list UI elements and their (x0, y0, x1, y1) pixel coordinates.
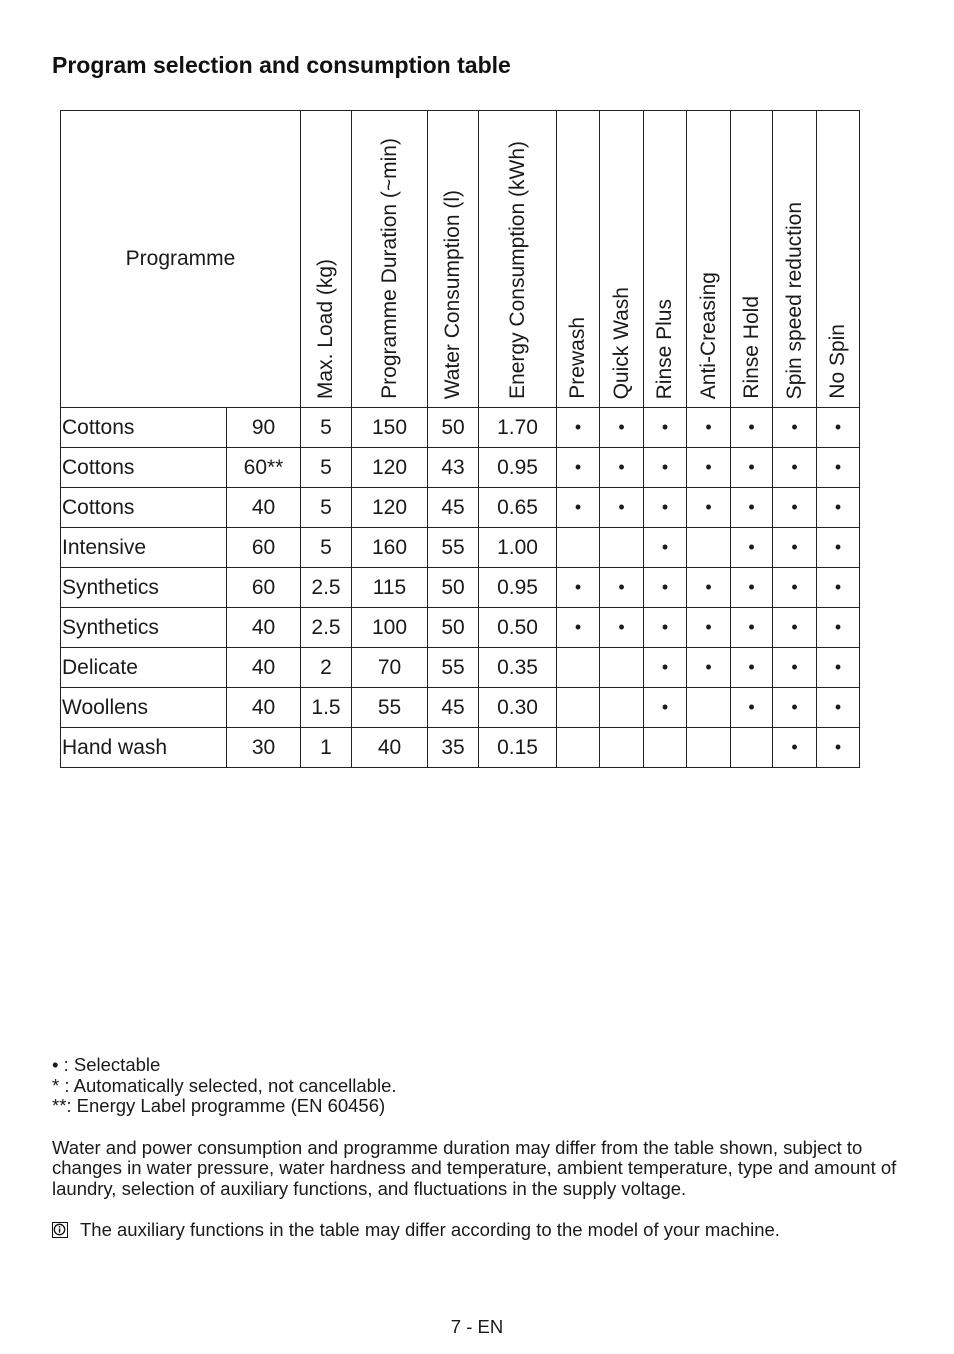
cell-energy: 0.30 (479, 688, 557, 728)
cell-quick-wash: • (600, 488, 644, 528)
cell-energy: 1.70 (479, 408, 557, 448)
table-row (61, 608, 860, 648)
cell-duration: 120 (352, 488, 428, 528)
cell-rinse-hold: • (731, 608, 773, 648)
cell-quick-wash (600, 528, 644, 568)
cell-duration: 100 (352, 608, 428, 648)
cell-energy: 0.35 (479, 648, 557, 688)
cell-programme-name: Delicate (61, 648, 227, 688)
cell-water: 45 (428, 688, 479, 728)
table-row (61, 648, 860, 688)
cell-anti-creasing (687, 528, 731, 568)
legend-auto-selected: * : Automatically selected, not cancellable. (52, 1074, 397, 1096)
cell-temperature: 60 (227, 528, 301, 568)
header-rinse-plus-label: Rinse Plus (653, 298, 676, 399)
cell-rinse-plus: • (644, 688, 687, 728)
cell-programme-name: Cottons (61, 408, 227, 448)
table-row (61, 728, 860, 768)
cell-anti-creasing: • (687, 648, 731, 688)
cell-rinse-hold: • (731, 408, 773, 448)
header-max-load-label: Max. Load (kg) (314, 258, 337, 399)
info-note (52, 1220, 912, 1241)
cell-rinse-hold: • (731, 568, 773, 608)
disclaimer-text: Water and power consumption and programme duration may differ from the table shown, subject to changes in water pressure, water hardness and temperature, ambient temperature, type and amount of laundry, selection of auxiliary functions, and fluctuations in the supply voltage. (52, 1136, 897, 1199)
cell-max-load: 5 (301, 488, 352, 528)
cell-rinse-plus: • (644, 648, 687, 688)
info-icon (52, 1222, 68, 1238)
table-row (61, 488, 860, 528)
table-body (61, 408, 860, 768)
cell-rinse-plus (644, 728, 687, 768)
cell-spin-speed-reduction: • (773, 728, 817, 768)
cell-anti-creasing: • (687, 568, 731, 608)
cell-rinse-hold: • (731, 488, 773, 528)
cell-quick-wash: • (600, 408, 644, 448)
table-row (61, 688, 860, 728)
header-water (428, 111, 479, 408)
cell-prewash (557, 688, 600, 728)
header-energy (479, 111, 557, 408)
cell-programme-name: Intensive (61, 528, 227, 568)
cell-anti-creasing: • (687, 408, 731, 448)
cell-prewash (557, 648, 600, 688)
cell-duration: 160 (352, 528, 428, 568)
cell-programme-name: Cottons (61, 488, 227, 528)
cell-quick-wash (600, 688, 644, 728)
cell-temperature: 40 (227, 608, 301, 648)
cell-programme-name: Cottons (61, 448, 227, 488)
header-no-spin (817, 111, 860, 408)
cell-quick-wash (600, 648, 644, 688)
cell-max-load: 2.5 (301, 568, 352, 608)
cell-rinse-plus: • (644, 608, 687, 648)
cell-duration: 40 (352, 728, 428, 768)
cell-temperature: 90 (227, 408, 301, 448)
cell-prewash: • (557, 448, 600, 488)
cell-water: 43 (428, 448, 479, 488)
cell-no-spin: • (817, 488, 860, 528)
cell-rinse-hold (731, 728, 773, 768)
cell-no-spin: • (817, 688, 860, 728)
cell-quick-wash: • (600, 608, 644, 648)
cell-quick-wash: • (600, 568, 644, 608)
cell-prewash (557, 728, 600, 768)
cell-no-spin: • (817, 448, 860, 488)
cell-anti-creasing: • (687, 488, 731, 528)
header-no-spin-label: No Spin (826, 324, 849, 399)
cell-quick-wash (600, 728, 644, 768)
cell-temperature: 30 (227, 728, 301, 768)
cell-duration: 70 (352, 648, 428, 688)
cell-anti-creasing (687, 728, 731, 768)
header-spin-speed-reduction-label: Spin speed reduction (782, 201, 806, 399)
cell-water: 50 (428, 608, 479, 648)
header-rinse-plus (644, 111, 687, 408)
header-prewash-label: Prewash (566, 317, 589, 399)
cell-programme-name: Synthetics (61, 608, 227, 648)
cell-max-load: 1.5 (301, 688, 352, 728)
cell-prewash: • (557, 488, 600, 528)
header-quick-wash-label: Quick Wash (609, 286, 633, 399)
table-row (61, 448, 860, 488)
cell-max-load: 1 (301, 728, 352, 768)
cell-energy: 1.00 (479, 528, 557, 568)
cell-spin-speed-reduction: • (773, 608, 817, 648)
header-spin-speed-reduction (773, 111, 817, 408)
cell-water: 35 (428, 728, 479, 768)
header-water-label: Water Consumption (l) (441, 189, 464, 399)
table-row (61, 528, 860, 568)
cell-spin-speed-reduction: • (773, 448, 817, 488)
cell-rinse-hold: • (731, 528, 773, 568)
cell-spin-speed-reduction: • (773, 688, 817, 728)
cell-energy: 0.15 (479, 728, 557, 768)
header-anti-creasing (687, 111, 731, 408)
cell-no-spin: • (817, 528, 860, 568)
cell-temperature: 40 (227, 648, 301, 688)
cell-prewash: • (557, 568, 600, 608)
header-prewash (557, 111, 600, 408)
cell-rinse-hold: • (731, 688, 773, 728)
header-anti-creasing-label: Anti-Creasing (696, 271, 720, 399)
cell-rinse-hold: • (731, 648, 773, 688)
cell-max-load: 2 (301, 648, 352, 688)
cell-duration: 120 (352, 448, 428, 488)
legend-energy-label: **: Energy Label programme (EN 60456) (52, 1095, 386, 1116)
header-rinse-hold-label: Rinse Hold (739, 296, 763, 399)
cell-duration: 55 (352, 688, 428, 728)
cell-duration: 115 (352, 568, 428, 608)
header-max-load (301, 111, 352, 408)
cell-no-spin: • (817, 408, 860, 448)
cell-water: 50 (428, 568, 479, 608)
notes-section (52, 1055, 912, 1241)
cell-temperature: 40 (227, 688, 301, 728)
cell-water: 45 (428, 488, 479, 528)
page-title: Program selection and consumption table (52, 52, 511, 78)
cell-water: 55 (428, 528, 479, 568)
cell-prewash: • (557, 408, 600, 448)
cell-spin-speed-reduction: • (773, 648, 817, 688)
cell-spin-speed-reduction: • (773, 488, 817, 528)
info-note-text: The auxiliary functions in the table may differ according to the model of your machine. (80, 1219, 780, 1240)
cell-rinse-hold: • (731, 448, 773, 488)
table-header-row (61, 111, 860, 408)
cell-anti-creasing: • (687, 608, 731, 648)
cell-energy: 0.95 (479, 448, 557, 488)
cell-rinse-plus: • (644, 408, 687, 448)
cell-energy: 0.95 (479, 568, 557, 608)
header-quick-wash (600, 111, 644, 408)
page-number: 7 - EN (450, 1316, 504, 1337)
cell-programme-name: Woollens (61, 688, 227, 728)
cell-no-spin: • (817, 648, 860, 688)
header-duration-label: Programme Duration (~min) (377, 138, 401, 399)
header-rinse-hold (731, 111, 773, 408)
cell-max-load: 2.5 (301, 608, 352, 648)
header-duration (352, 111, 428, 408)
cell-energy: 0.65 (479, 488, 557, 528)
cell-temperature: 40 (227, 488, 301, 528)
cell-spin-speed-reduction: • (773, 568, 817, 608)
table-row (61, 568, 860, 608)
cell-max-load: 5 (301, 448, 352, 488)
cell-energy: 0.50 (479, 608, 557, 648)
cell-programme-name: Hand wash (61, 728, 227, 768)
cell-anti-creasing (687, 688, 731, 728)
cell-water: 55 (428, 648, 479, 688)
cell-max-load: 5 (301, 528, 352, 568)
cell-no-spin: • (817, 608, 860, 648)
cell-spin-speed-reduction: • (773, 528, 817, 568)
cell-no-spin: • (817, 728, 860, 768)
cell-programme-name: Synthetics (61, 568, 227, 608)
cell-quick-wash: • (600, 448, 644, 488)
cell-anti-creasing: • (687, 448, 731, 488)
cell-temperature: 60 (227, 568, 301, 608)
cell-prewash (557, 528, 600, 568)
header-energy-label: Energy Consumption (kWh) (505, 141, 529, 399)
cell-max-load: 5 (301, 408, 352, 448)
program-table (60, 110, 860, 768)
cell-duration: 150 (352, 408, 428, 448)
cell-rinse-plus: • (644, 568, 687, 608)
cell-prewash: • (557, 608, 600, 648)
cell-no-spin: • (817, 568, 860, 608)
table-row (61, 408, 860, 448)
cell-water: 50 (428, 408, 479, 448)
cell-rinse-plus: • (644, 488, 687, 528)
legend-selectable: • : Selectable (52, 1054, 161, 1075)
header-programme: Programme (61, 111, 301, 408)
cell-rinse-plus: • (644, 528, 687, 568)
cell-spin-speed-reduction: • (773, 408, 817, 448)
cell-rinse-plus: • (644, 448, 687, 488)
cell-temperature: 60** (227, 448, 301, 488)
